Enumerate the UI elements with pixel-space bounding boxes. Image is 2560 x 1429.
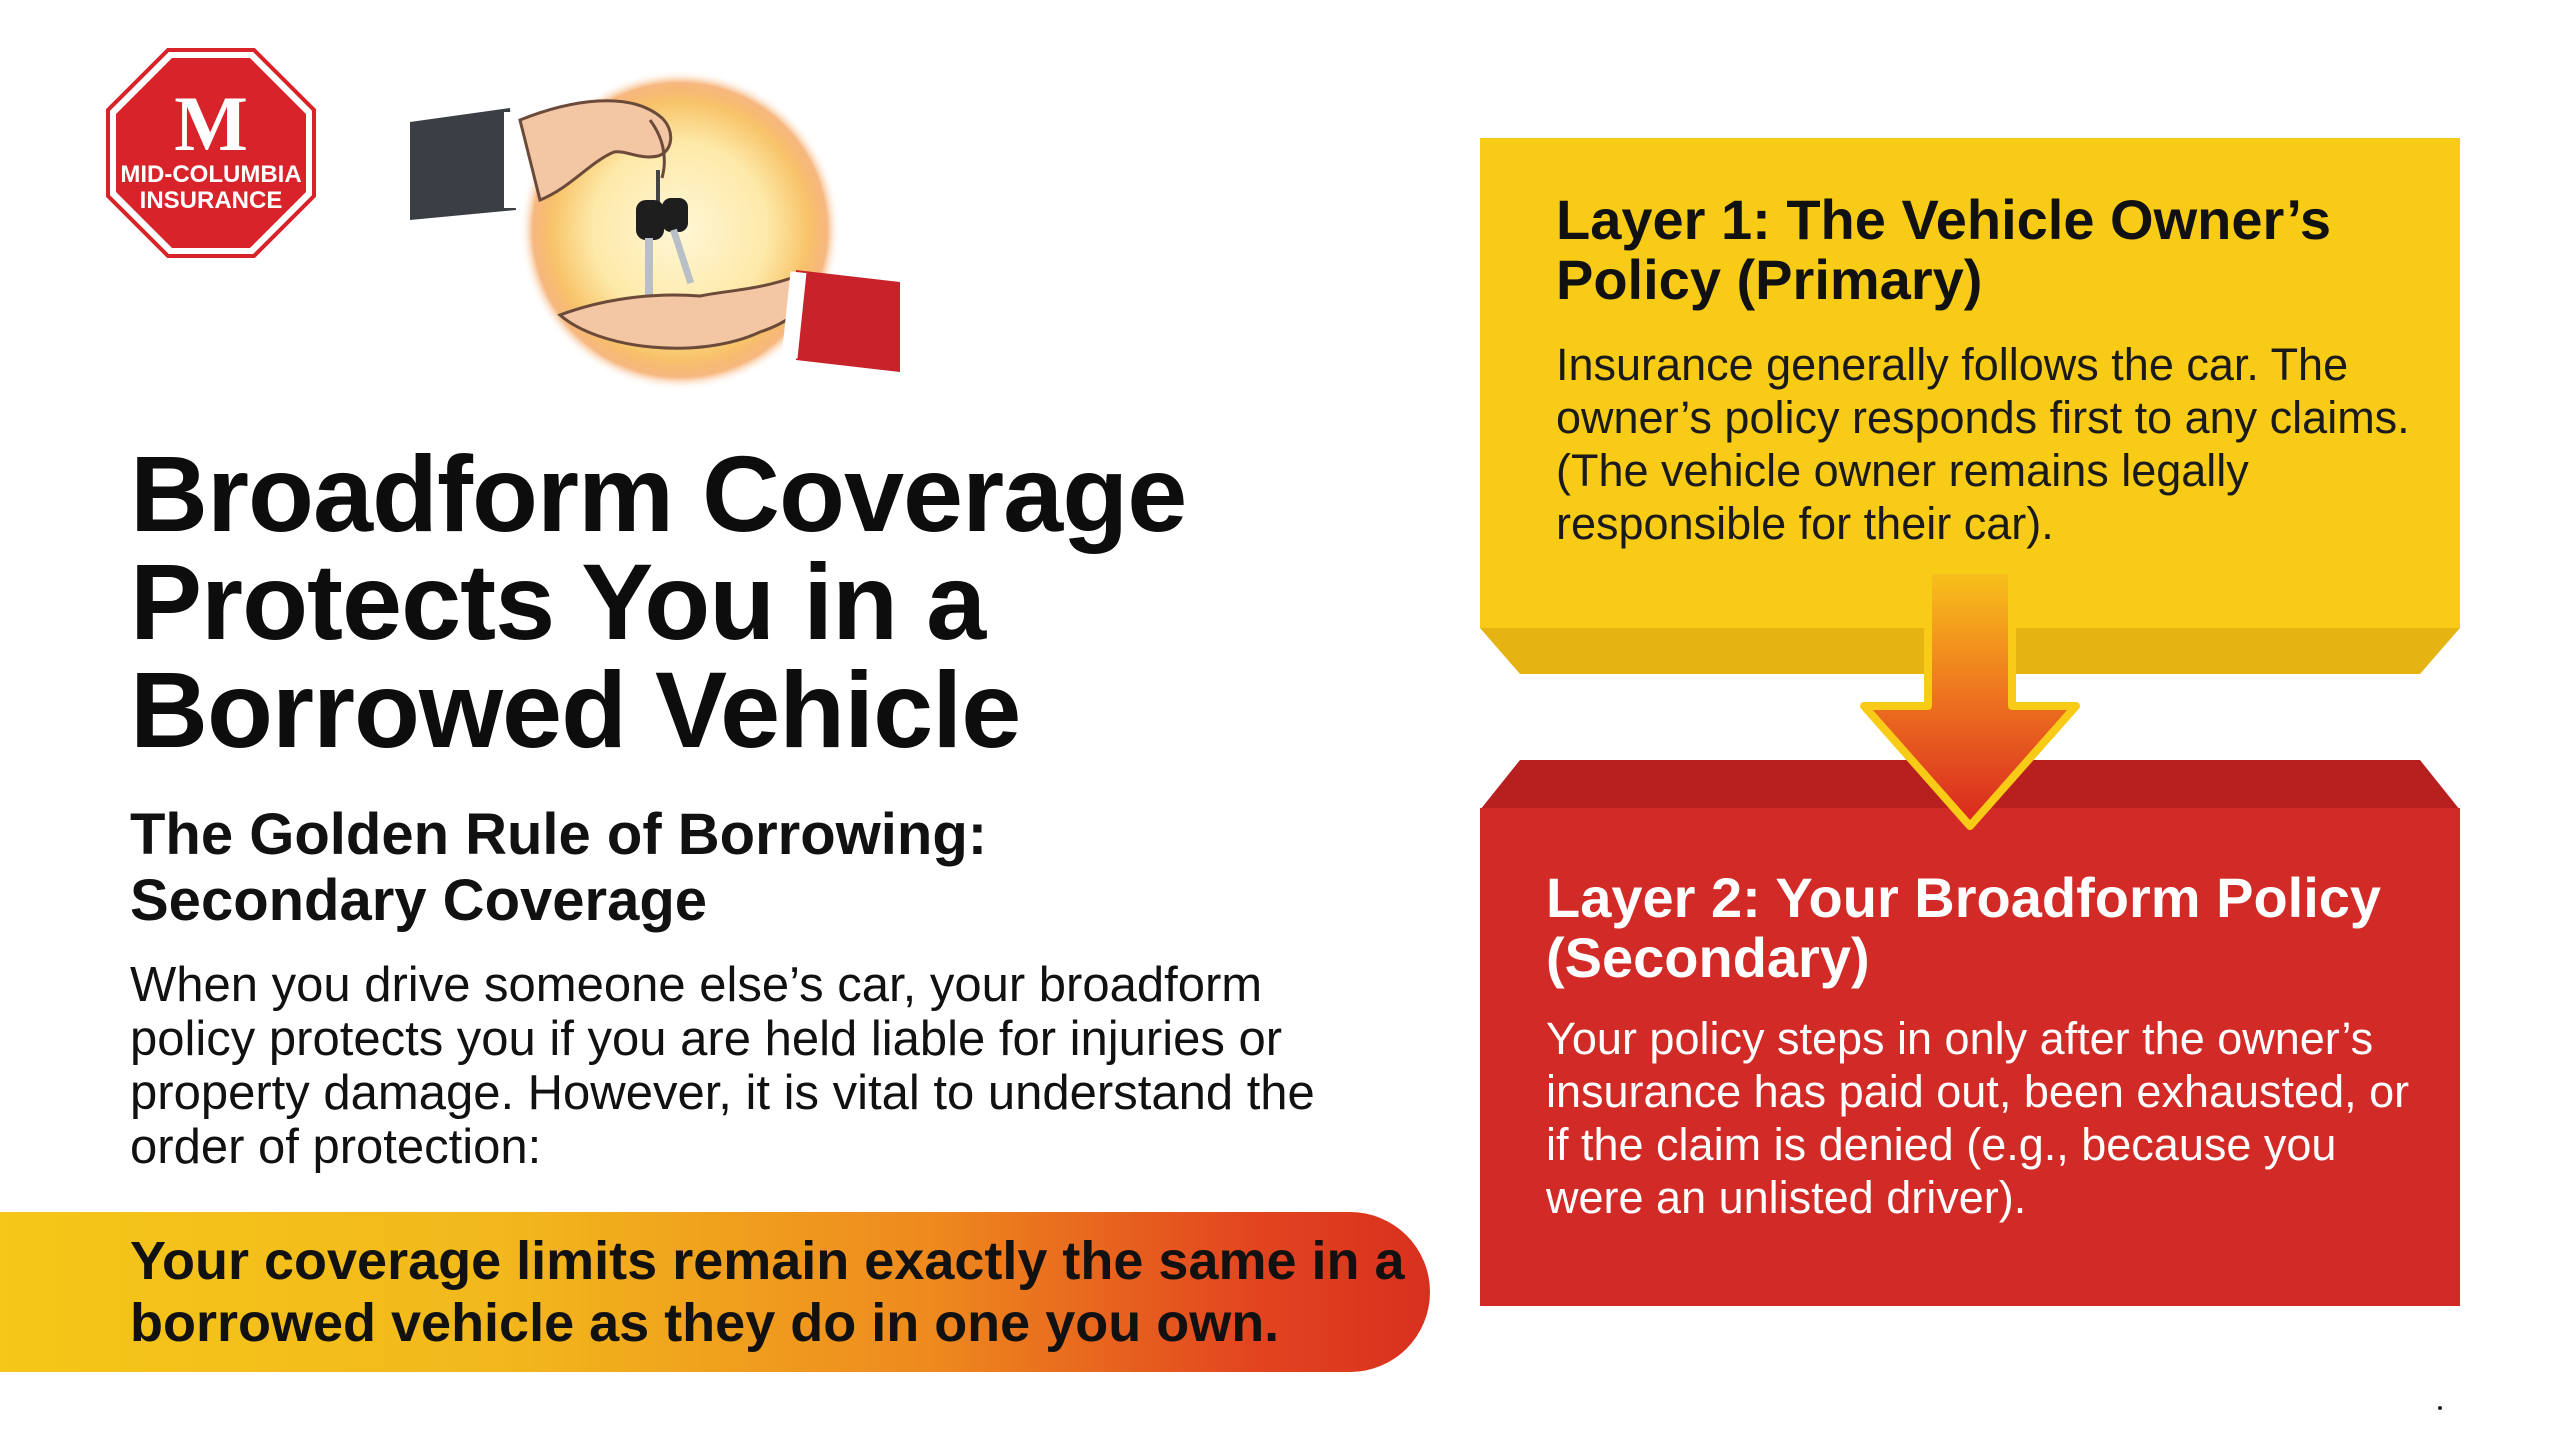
layer1-title: Layer 1: The Vehicle Owner’s Policy (Primary) — [1556, 188, 2332, 311]
layer2-description: Your policy steps in only after the owner’s insurance has paid out, been exhausted, or if the claim is denied (e.g., because you were an unlisted driver). — [1546, 1013, 2410, 1223]
logo-text-line2: INSURANCE — [139, 187, 283, 214]
highlight-banner-text: Your coverage limits remain exactly the same in a borrowed vehicle as they do in one you own. — [130, 1231, 1405, 1353]
layer1-description: Insurance generally follows the car. The owner’s policy responds first to any claims. (The vehicle owner remains legally responsible for their car). — [1556, 339, 2410, 549]
page-title-line3: Borrowed Vehicle — [130, 649, 1021, 770]
decorative-dot — [2438, 1406, 2442, 1410]
layer2-title: Layer 2: Your Broadform Policy (Secondary) — [1546, 866, 2382, 989]
logo-text-line1: MID-COLUMBIA — [120, 161, 302, 188]
page-title — [130, 433, 1310, 770]
subheading-line2: Secondary Coverage — [130, 868, 708, 933]
mid-columbia-logo — [104, 46, 318, 260]
handing-keys-illustration — [400, 60, 900, 410]
section-subheading — [130, 802, 1330, 934]
body-paragraph: When you drive someone else’s car, your broadform policy protects you if you are held liable for injuries or property damage. However, it is vital to understand the order of protection: — [130, 958, 1315, 1174]
subheading-line1: The Golden Rule of Borrowing: — [130, 802, 988, 867]
page-title-line2: Protects You in a — [130, 541, 986, 662]
down-arrow-icon — [1850, 570, 2090, 830]
page-title-line1: Broadform Coverage — [130, 433, 1187, 554]
logo-letter: M — [174, 80, 248, 167]
